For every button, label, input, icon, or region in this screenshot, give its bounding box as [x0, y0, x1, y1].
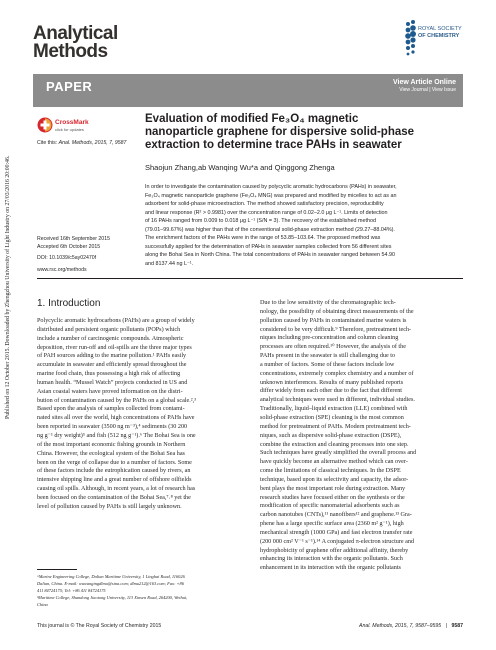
crossmark-label: CrossMark — [55, 119, 89, 126]
accepted-date: Accepted 6th October 2015 — [37, 243, 101, 250]
text-line: Dalian, China. E-mail: wuwangingdlmu@sina.com; dlmu212@163.com; Fax: +86 — [37, 581, 184, 586]
author-list: Shaojun Zhang,ab Wanqing Wu*a and Qinggong Zhenga — [145, 163, 335, 172]
text-line: processes are often required.¹⁰ However, the analysis of the — [260, 344, 406, 351]
citation — [37, 140, 126, 146]
abstract-line: and 8137.44 ng L⁻¹. — [145, 260, 194, 267]
crossmark-badge[interactable] — [37, 117, 97, 133]
title-line: nanoparticle graphene for dispersive solid-phase — [145, 126, 415, 138]
cite-prefix: Cite this: — [37, 140, 58, 146]
text-line: been on the verge of collapse due to a number of factors. Some — [37, 459, 192, 466]
text-line: phene has a large specific surface area (2360 m² g⁻¹), high — [260, 521, 404, 528]
text-line: ᵃMarine Engineering College, Dalian Maritime University, 1 Linghai Road, 116026 — [37, 574, 185, 579]
received-date: Received 16th September 2015 — [37, 236, 110, 242]
text-line: of PAH sources adding to the marine pollution.¹ PAHs easily — [37, 353, 187, 360]
journal-site-link[interactable]: www.rsc.org/methods — [37, 266, 87, 273]
abstract-line: along the Bohai Sea in North China. The total concentrations of PAHs in seawater ranged between 54.90 — [145, 252, 396, 259]
text-line: niques, such as dispersive solid-phase extraction (DSPE), — [260, 432, 402, 439]
text-line: Such techniques have greatly simplified the overall process and — [260, 450, 417, 457]
journal-title-line2: Methods — [33, 41, 108, 62]
text-line: accumulate in seawater and efficiently spread throughout the — [37, 362, 187, 369]
abstract-line: and linear response (R² > 0.9981) over the concentration range of 0.02–2.0 μg L⁻¹. Limits of detection — [145, 209, 388, 216]
footer-citation: Anal. Methods, 2015, 7, 9587–9595 — [358, 623, 442, 629]
abstract-divider — [37, 278, 463, 279]
doi-link[interactable]: DOI: 10.1039/c5ay02470f — [37, 255, 97, 261]
text-line: differ widely from each other due to the fact that different — [260, 388, 402, 395]
text-line: Polycyclic aromatic hydrocarbons (PAHs) are a group of widely — [37, 318, 195, 324]
copyright-footer: This journal is © The Royal Society of Chemistry 2015 — [37, 623, 162, 629]
text-line: nated sites all over the world, high concentrations of PAHs have — [37, 415, 195, 422]
text-line: carbon nanotubes (CNTs),¹¹ nanofibers¹² and graphene.¹³ Gra- — [260, 512, 412, 519]
text-line: deposition, river run-off and oil-spills are the three major types — [37, 344, 192, 351]
text-line: considered to be very difficult.⁹ Therefore, pretreatment tech- — [260, 326, 412, 333]
text-line: human health. “Mussel Watch” projects conducted in US and — [37, 379, 188, 386]
abstract-line: The enrichment factors of the PAHs were in the range of 53.85–103.64. The proposed method was — [145, 235, 381, 242]
title-line: Evaluation of modified Fe₃O₄ magnetic — [145, 113, 359, 125]
abstract-line: successfully applied for the determination of PAHs in seawater samples collected from 56 different sites — [145, 243, 392, 250]
text-line: 411 84724175; Tel: +86 411 84724175 — [37, 588, 106, 593]
journal-title-line1: Analytical — [33, 23, 118, 44]
text-line: Traditionally, liquid–liquid extraction (LLE) combined with — [260, 406, 408, 413]
text-line: research studies have focused either on the synthesis or the — [260, 494, 405, 501]
publisher-name-line: ROYAL SOCIETY — [418, 26, 462, 32]
article-meta — [37, 236, 110, 274]
text-line: (200 000 cm² V⁻¹ s⁻¹).¹⁴ A conjugated π-electron structure and — [260, 538, 415, 545]
text-line: level of pollution caused by PAHs is still largely unknown. — [37, 503, 182, 510]
page-number: 9587 — [451, 623, 463, 629]
text-line: of these factors include the eutrophication caused by rivers, an — [37, 468, 191, 475]
affiliation-footnotes — [37, 573, 242, 608]
text-line: unknown interferences. Results of many published reports — [260, 379, 404, 386]
abstract-line: of 16 PAHs ranged from 0.009 to 0.018 μg L⁻¹ (S/N = 3). The recovery of the established method — [145, 218, 376, 225]
text-line: analytical techniques were used in different, individual studies. — [260, 397, 415, 404]
paper-title — [145, 113, 465, 152]
text-line: pollution caused by PAHs in contaminated marine waters is — [260, 317, 407, 324]
text-line: include a number of carcinogenic compounds. Atmospheric — [37, 335, 184, 342]
view-links — [393, 79, 456, 93]
text-line: intensive shipping line and a great number of offshore oilfields — [37, 477, 192, 484]
title-line: extraction to determine trace PAHs in seawater — [145, 139, 402, 151]
text-line: niques including pre-concentration and column cleaning — [260, 335, 399, 342]
abstract — [145, 183, 465, 268]
text-line: solid-phase extraction (SPE) cleaning is the most common — [260, 414, 404, 421]
text-line: distributed and persistent organic pollutants (POPs) which — [37, 326, 181, 333]
text-line: combine the extraction and cleaning processes into one step. — [260, 441, 409, 448]
abstract-line: adsorbent for solid-phase microextraction. The method showed satisfactory precision, reproducibility — [145, 201, 384, 208]
text-line: concentrations, extremely complex chemistry and a number of — [260, 370, 414, 377]
text-line: of the most important economic fishing grounds in Northern — [37, 441, 186, 448]
download-watermark: Published on 12 October 2015. Downloaded by Zhengzhou University of Light Industry on 27/03/2016 20:00:46. — [5, 155, 11, 419]
crossmark-icon — [37, 117, 53, 133]
text-line: PAHs present in the seawater is still challenging due to — [260, 353, 396, 360]
text-line: marine food chain, thus possessing a high risk of affecting — [37, 371, 181, 378]
text-line: enhancing its interaction with the organic pollutants. Such — [260, 556, 403, 563]
text-line: a number of factors. Some of these factors include low — [260, 361, 395, 368]
text-line: ng g⁻¹ dry weight)⁵ and fish (512 ng g⁻¹).⁶ The Bohai Sea is one — [37, 432, 196, 439]
publisher-name — [418, 26, 462, 39]
text-line: been focused on the contamination of the Bohai Sea,⁷˒⁸ yet the — [37, 494, 191, 501]
cite-ref: Anal. Methods, 2015, 7, 9587 — [58, 140, 127, 146]
text-line: causing oil spills. Although, in recent years, a lot of research has — [37, 486, 196, 493]
page-footer: Anal. Methods, 2015, 7, 9587–9595 | 9587 — [358, 623, 463, 629]
abstract-line: Fe₃O₄ magnetic nanoparticle graphene (Fe₃O₄ MNG) was prepared and modified by micelles to act as an — [145, 192, 397, 199]
text-line: method for pretreatment of PAHs. Modern pretreatment tech- — [260, 423, 411, 430]
view-article-online-link[interactable]: View Article Online — [392, 79, 456, 86]
abstract-line: (79.01–99.67%) was higher than that of the conventional solid-phase extraction method (29.27–88.04%). — [145, 226, 395, 233]
text-line: China. However, the ecological system of the Bohai Sea has — [37, 450, 185, 457]
paper-type-label: PAPER — [46, 79, 93, 94]
crossmark-sublabel: click for updates — [55, 127, 84, 132]
text-line: ᵇMaritime College, Shandong Jiaotong University, 113 Xinsen Road, 264200, Weihai, — [37, 595, 188, 600]
text-line: have quickly become an alternative method which can over- — [260, 459, 408, 466]
journal-title[interactable] — [33, 25, 118, 61]
footnote-divider — [37, 569, 77, 570]
text-line: modification of specific nanomaterial adsorbents such as — [260, 503, 400, 510]
body-column-right — [260, 299, 465, 573]
text-line: come the limitations of classical techniques. In the DSPE — [260, 468, 401, 475]
text-line: China — [37, 602, 48, 607]
text-line: been reported in seawater (3500 ng m⁻³),⁴ sediments (30 200 — [37, 424, 188, 431]
view-journal-issue-links[interactable]: View Journal | View Issue — [399, 87, 456, 93]
section-heading-introduction: 1. Introduction — [37, 298, 101, 309]
text-line: hydrophobicity of graphene offer additional affinity, thereby — [260, 547, 409, 554]
text-line: Based upon the analysis of samples collected from contami- — [37, 406, 185, 413]
text-line: mechanical strength (1000 GPa) and fast electron transfer rate — [260, 529, 413, 536]
body-column-left — [37, 317, 242, 512]
abstract-line: In order to investigate the contamination caused by polycyclic aromatic hydrocarbons (PAHs) in seawater, — [145, 184, 397, 190]
text-line: enhancement in its interaction with the organic pollutants — [260, 565, 401, 572]
text-line: Asian coastal waters have proved information on the distri- — [37, 388, 183, 395]
publisher-name-line: OF CHEMISTRY — [418, 32, 460, 39]
text-line: nology, the possibility of obtaining direct measurements of the — [260, 308, 414, 315]
text-line: Due to the low sensitivity of the chromatographic tech- — [260, 300, 396, 306]
text-line: technique, based upon its selectivity and capacity, the adsor- — [260, 476, 409, 483]
text-line: bution of contamination caused by the PAHs on a global scale.²,³ — [37, 397, 196, 404]
text-line: bent plays the most important role during extraction. Many — [260, 485, 406, 492]
